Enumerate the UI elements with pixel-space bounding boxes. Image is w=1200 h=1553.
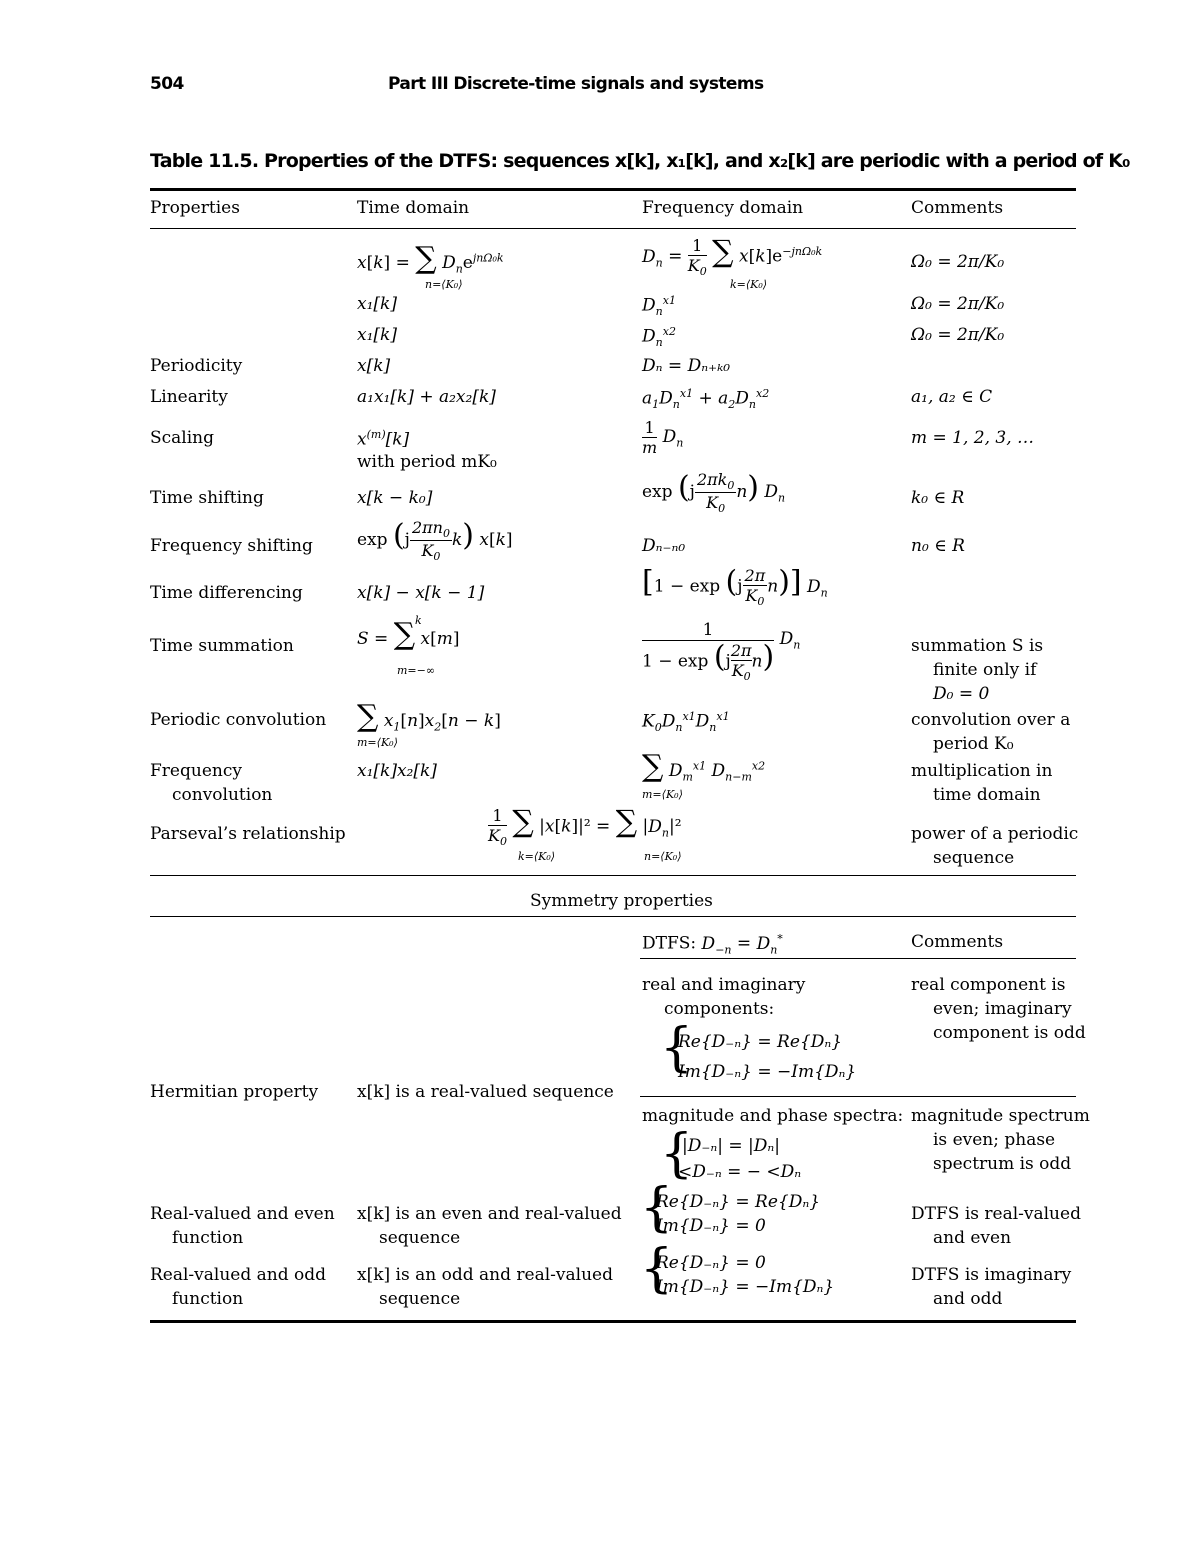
- cell-time-6: x[k − k₀]: [357, 488, 433, 508]
- cell-comment-5: m = 1, 2, 3, …: [911, 428, 1035, 448]
- cell-time-3: x[k]: [357, 356, 391, 376]
- cell-freq-6: exp (j $\frac{2\pi k_0}{K_0}$ n) $D_n$: [642, 470, 786, 516]
- odd-comment-b: and odd: [933, 1289, 1003, 1309]
- bottom-rule: [150, 1320, 1076, 1323]
- cell-comment-10: convolution over a: [911, 710, 1071, 730]
- property-periodic-convolution: Periodic convolution: [150, 710, 327, 730]
- hermitian-b-eq1: |D₋ₙ| = |Dₙ|: [682, 1136, 780, 1156]
- odd-eq1: Re{D₋ₙ} = 0: [656, 1253, 766, 1273]
- hermitian-a-label: real and imaginary: [642, 975, 806, 995]
- cell-comment-10b: period K₀: [933, 734, 1014, 754]
- cell-comment-2: Ω₀ = 2π/K₀: [911, 325, 1005, 345]
- hermitian-a-comment2: even; imaginary: [933, 999, 1072, 1019]
- even-eq1: Re{D₋ₙ} = Re{Dₙ}: [656, 1192, 821, 1212]
- odd-eq2: Im{D₋ₙ} = −Im{Dₙ}: [656, 1277, 835, 1297]
- top-rule: [150, 188, 1076, 191]
- hermitian-a-eq2: Im{D₋ₙ} = −Im{Dₙ}: [678, 1062, 857, 1082]
- property-frequency-convolution-b: convolution: [172, 785, 273, 805]
- cell-time-1: x₁[k]: [357, 294, 397, 314]
- hermitian-a-label2: components:: [664, 999, 775, 1019]
- hermitian-b-eq2: <D₋ₙ = − <Dₙ: [678, 1162, 802, 1182]
- cell-comment-0: Ω₀ = 2π/K₀: [911, 252, 1005, 272]
- cell-freq-9: 1 1 − exp (j $\frac{2\pi}{K_0}$ n) $D_n$: [642, 620, 801, 684]
- running-head: Part III Discrete-time signals and systems: [388, 74, 764, 94]
- property-frequency-convolution: Frequency: [150, 761, 242, 781]
- cell-time-9: S = ∑ x[m] k m=−∞: [357, 614, 460, 677]
- property-linearity: Linearity: [150, 387, 228, 407]
- cell-comment-1: Ω₀ = 2π/K₀: [911, 294, 1005, 314]
- hermitian-a-comment3: component is odd: [933, 1023, 1086, 1043]
- cell-time-8: x[k] − x[k − 1]: [357, 583, 485, 603]
- cell-freq-0: $D_n$ = $\frac{1}{K_0}$ ∑ $x[k]e^{-jn\Omega_0k}$ k=⟨K₀⟩: [642, 234, 823, 291]
- cell-freq-5: $\frac{1}{m}$ $D_n$: [642, 418, 684, 457]
- hermitian-b-comment3: spectrum is odd: [933, 1154, 1072, 1174]
- cell-comment-9: summation S is: [911, 636, 1044, 656]
- cell-parseval: $\frac{1}{K_0}$ ∑ |x[k]|² = ∑ $|D_n|^2$ k=⟨K₀⟩ n=⟨K₀⟩: [488, 804, 682, 863]
- property-frequency-shifting: Frequency shifting: [150, 536, 313, 556]
- hermitian-b-brace: {: [660, 1124, 694, 1184]
- hermitian-split-rule: [640, 1096, 1076, 1097]
- cell-time-0: x[k] = ∑ $D_ne^{jn\Omega_0k}$ n=⟨K₀⟩: [357, 241, 504, 291]
- property-periodicity: Periodicity: [150, 356, 243, 376]
- cell-comment-4: a₁, a₂ ∈ C: [911, 387, 993, 407]
- hermitian-a-comment: real component is: [911, 975, 1066, 995]
- cell-time-11: x₁[k]x₂[k]: [357, 761, 437, 781]
- table-caption: Table 11.5. Properties of the DTFS: sequences x[k], x₁[k], and x₂[k] are periodic with a period of K₀: [150, 150, 1130, 172]
- dtfs-header-rule: [640, 958, 1076, 959]
- hermitian-b-label: magnitude and phase spectra:: [642, 1106, 904, 1126]
- cell-time-4: a₁x₁[k] + a₂x₂[k]: [357, 387, 496, 407]
- cell-comment-9b: finite only if: [933, 660, 1037, 680]
- hermitian-a-eq1: Re{D₋ₙ} = Re{Dₙ}: [678, 1032, 843, 1052]
- property-odd-b: function: [172, 1289, 244, 1309]
- cell-time-7: exp (j $\frac{2\pi n_0}{K_0}$ k) x[k]: [357, 518, 513, 564]
- cell-comment-12: power of a periodic: [911, 824, 1079, 844]
- cell-comment-11b: time domain: [933, 785, 1041, 805]
- property-parseval: Parseval’s relationship: [150, 824, 346, 844]
- cell-time-10: ∑ $x_1[n]x_2[n - k]$ m=⟨K₀⟩: [357, 699, 501, 749]
- cell-freq-11: ∑ $D_m^{x1}$ $D_{n-m}^{x2}$ m=⟨K₀⟩: [642, 749, 766, 801]
- odd-time-b: sequence: [379, 1289, 461, 1309]
- cell-freq-4: $a_1D_n^{x1} + a_2D_n^{x2}$: [642, 387, 770, 412]
- property-even: Real-valued and even: [150, 1204, 335, 1224]
- header-rule: [150, 228, 1076, 229]
- cell-time-5b: with period mK₀: [357, 452, 497, 472]
- cell-freq-1: $D_n^{x1}$: [642, 294, 676, 319]
- property-time-shifting: Time shifting: [150, 488, 264, 508]
- cell-comment-9c: D₀ = 0: [933, 684, 990, 704]
- hermitian-a-brace: {: [660, 1018, 694, 1078]
- cell-freq-8: [1 − exp (j $\frac{2\pi}{K_0}$ n)] $D_n$: [642, 564, 828, 609]
- cell-comment-6: k₀ ∈ R: [911, 488, 965, 508]
- hermitian-time: x[k] is a real-valued sequence: [357, 1082, 614, 1102]
- cell-freq-10: $K_0D_n^{x1}D_n^{x1}$: [642, 710, 730, 735]
- header-properties: Properties: [150, 198, 240, 218]
- property-even-b: function: [172, 1228, 244, 1248]
- cell-time-2: x₁[k]: [357, 325, 397, 345]
- even-eq2: Im{D₋ₙ} = 0: [656, 1216, 766, 1236]
- dtfs-header: DTFS: $D_{-n} = D_n^*$: [642, 932, 783, 957]
- hermitian-b-comment2: is even; phase: [933, 1130, 1056, 1150]
- cell-freq-2: $D_n^{x2}$: [642, 325, 676, 350]
- property-odd: Real-valued and odd: [150, 1265, 327, 1285]
- cell-comment-7: n₀ ∈ R: [911, 536, 965, 556]
- odd-brace: {: [640, 1239, 674, 1299]
- header-frequency-domain: Frequency domain: [642, 198, 804, 218]
- hermitian-b-comment: magnitude spectrum: [911, 1106, 1090, 1126]
- symmetry-comments-header: Comments: [911, 932, 1004, 952]
- property-scaling: Scaling: [150, 428, 215, 448]
- property-time-summation: Time summation: [150, 636, 294, 656]
- symmetry-title: Symmetry properties: [530, 891, 713, 911]
- header-comments: Comments: [911, 198, 1004, 218]
- page-number: 504: [150, 74, 184, 94]
- odd-time: x[k] is an odd and real-valued: [357, 1265, 613, 1285]
- cell-freq-7: Dₙ₋ₙ₀: [642, 536, 686, 556]
- property-time-differencing: Time differencing: [150, 583, 303, 603]
- cell-freq-3: Dₙ = Dₙ₊ₖ₀: [642, 356, 731, 376]
- cell-time-5: $x^{(m)}[k]$: [357, 428, 410, 450]
- property-hermitian: Hermitian property: [150, 1082, 319, 1102]
- even-time: x[k] is an even and real-valued: [357, 1204, 622, 1224]
- even-comment: DTFS is real-valued: [911, 1204, 1081, 1224]
- symmetry-rule: [150, 916, 1076, 917]
- even-brace: {: [640, 1178, 674, 1238]
- cell-comment-11: multiplication in: [911, 761, 1053, 781]
- even-comment-b: and even: [933, 1228, 1012, 1248]
- section-rule: [150, 875, 1076, 876]
- header-time-domain: Time domain: [357, 198, 470, 218]
- odd-comment: DTFS is imaginary: [911, 1265, 1072, 1285]
- even-time-b: sequence: [379, 1228, 461, 1248]
- cell-comment-12b: sequence: [933, 848, 1015, 868]
